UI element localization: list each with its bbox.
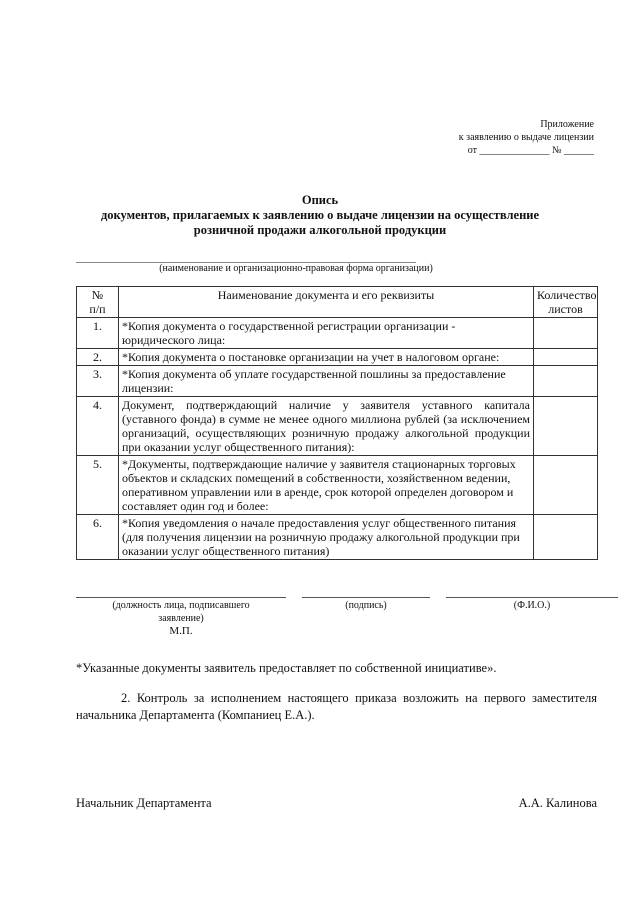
title-line-1: Опись xyxy=(301,193,339,207)
table-row xyxy=(77,318,598,349)
header-number-line-2: п/п xyxy=(89,302,106,316)
table-row xyxy=(77,397,598,456)
table-row xyxy=(77,456,598,515)
row-count xyxy=(534,397,598,456)
closing-position: Начальник Департамента xyxy=(76,796,212,810)
appendix-header xyxy=(459,118,594,157)
signature-caption: (подпись) xyxy=(345,600,387,611)
header-count-line-1: Количество xyxy=(537,288,597,302)
row-number: 6. xyxy=(77,515,119,560)
full-name-caption: (Ф.И.О.) xyxy=(513,600,551,611)
header-number-line-1: № xyxy=(91,288,104,302)
row-count xyxy=(534,515,598,560)
row-number: 1. xyxy=(77,318,119,349)
row-count xyxy=(534,318,598,349)
row-number: 5. xyxy=(77,456,119,515)
footnote: *Указанные документы заявитель предоставляет по собственной инициативе». xyxy=(76,661,497,675)
row-count xyxy=(534,456,598,515)
appendix-line-1: Приложение xyxy=(540,119,594,130)
header-count xyxy=(534,287,598,318)
table-row xyxy=(77,515,598,560)
row-number: 3. xyxy=(77,366,119,397)
document-title xyxy=(70,193,570,238)
signature-line xyxy=(302,597,430,598)
row-document: *Копия уведомления о начале предоставления услуг общественного питания (для получения лицензии на розничную продажу алкогольной продукции при оказании услуг общественного питания) xyxy=(119,515,534,560)
stamp-label: М.П. xyxy=(169,625,193,637)
header-count-line-2: листов xyxy=(548,302,583,316)
table-row xyxy=(77,349,598,366)
header-name: Наименование документа и его реквизиты xyxy=(119,287,534,318)
row-count xyxy=(534,349,598,366)
paragraph-2: 2. Контроль за исполнением настоящего приказа возложить на первого заместителя начальника Департамента (Компаниец Е.А.). xyxy=(76,691,597,722)
row-document: Документ, подтверждающий наличие у заявителя уставного капитала (уставного фонда) в сумме не менее одного миллиона рублей (за исключением организаций, осуществляющих розничную продажу алкогольной продукции при оказании услуг общественного питания): xyxy=(119,397,534,456)
header-number xyxy=(77,287,119,318)
table-header-row xyxy=(77,287,598,318)
closing-signatory: А.А. Калинова xyxy=(518,796,597,810)
position-caption-line-2: заявление) xyxy=(158,613,204,624)
organization-caption: (наименование и организационно-правовая форма организации) xyxy=(159,263,433,274)
table-row xyxy=(77,366,598,397)
title-line-3: розничной продажи алкогольной продукции xyxy=(193,223,447,237)
full-name-line xyxy=(446,597,618,598)
title-line-2: документов, прилагаемых к заявлению о выдаче лицензии на осуществление xyxy=(100,208,540,222)
position-caption xyxy=(76,599,286,638)
position-signature-line xyxy=(76,597,286,598)
row-count xyxy=(534,366,598,397)
row-document: *Копия документа о постановке организации на учет в налоговом органе: xyxy=(119,349,534,366)
appendix-line-2: к заявлению о выдаче лицензии xyxy=(458,132,594,143)
row-document: *Документы, подтверждающие наличие у заявителя стационарных торговых объектов и складских помещений в собственности, хозяйственном ведении, оперативном управлении или в аренде, срок которой определен договором и составляет один год и более: xyxy=(119,456,534,515)
appendix-line-3: от ______________ № ______ xyxy=(467,145,594,156)
row-document: *Копия документа о государственной регистрации организации - юридического лица: xyxy=(119,318,534,349)
documents-table xyxy=(76,286,598,560)
row-number: 4. xyxy=(77,397,119,456)
row-document: *Копия документа об уплате государственной пошлины за предоставление лицензии: xyxy=(119,366,534,397)
row-number: 2. xyxy=(77,349,119,366)
position-caption-line-1: (должность лица, подписавшего xyxy=(112,600,250,611)
